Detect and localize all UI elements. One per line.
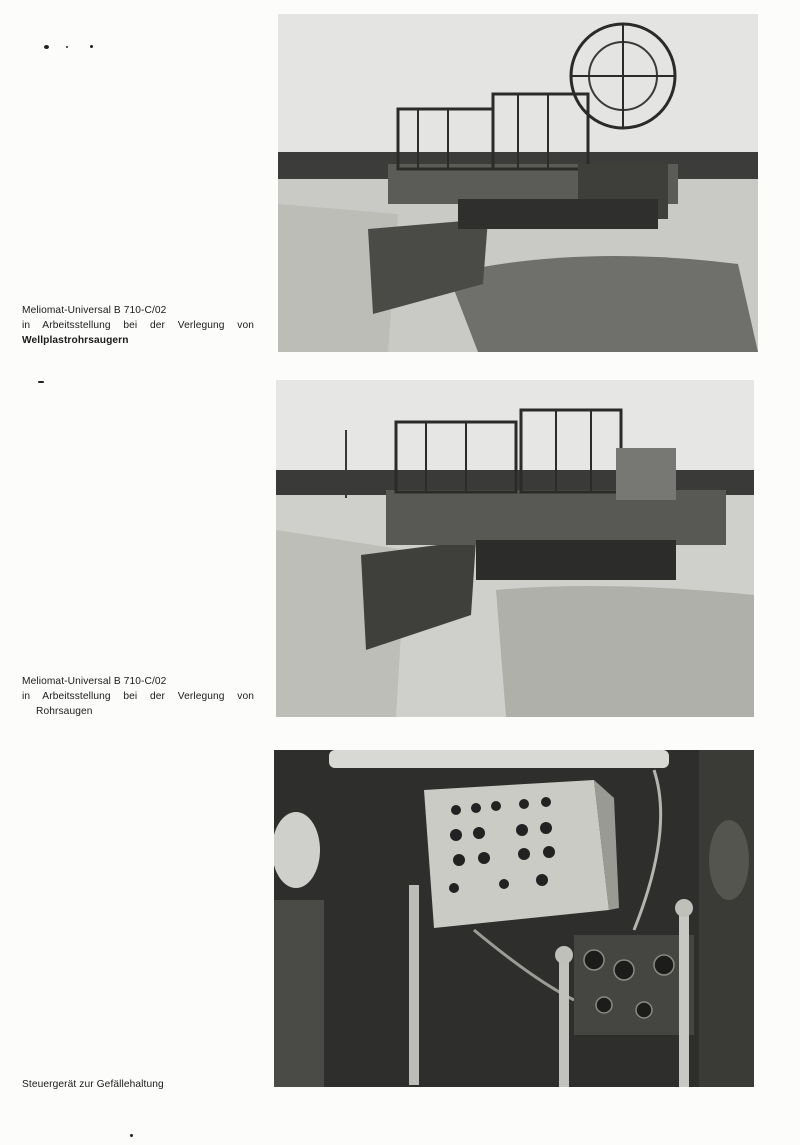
scan-speck	[66, 46, 68, 48]
photo-control-unit	[274, 750, 754, 1087]
scan-mark	[38, 381, 44, 383]
caption-photo-3	[22, 1077, 254, 1092]
scan-speck	[130, 1134, 133, 1137]
photo-trencher-cages	[276, 380, 754, 717]
caption-photo-1	[22, 303, 254, 348]
caption-1-line-3: Wellplastrohrsaugern	[22, 335, 129, 346]
caption-1-line-2: in Arbeitsstellung bei der Verlegung von	[22, 320, 254, 331]
caption-2-line-3: Rohrsaugen	[36, 706, 93, 717]
caption-2-line-1: Meliomat-Universal B 710-C/02	[22, 676, 167, 687]
scan-speck	[90, 45, 93, 48]
caption-3-line-1: Steuergerät zur Gefällehaltung	[22, 1079, 164, 1090]
caption-2-line-2: in Arbeitsstellung bei der Verlegung von	[22, 691, 254, 702]
photo-trencher-pipe-reel	[278, 14, 758, 352]
scan-speck	[44, 45, 49, 49]
caption-photo-2	[22, 674, 254, 719]
caption-1-line-1: Meliomat-Universal B 710-C/02	[22, 305, 167, 316]
